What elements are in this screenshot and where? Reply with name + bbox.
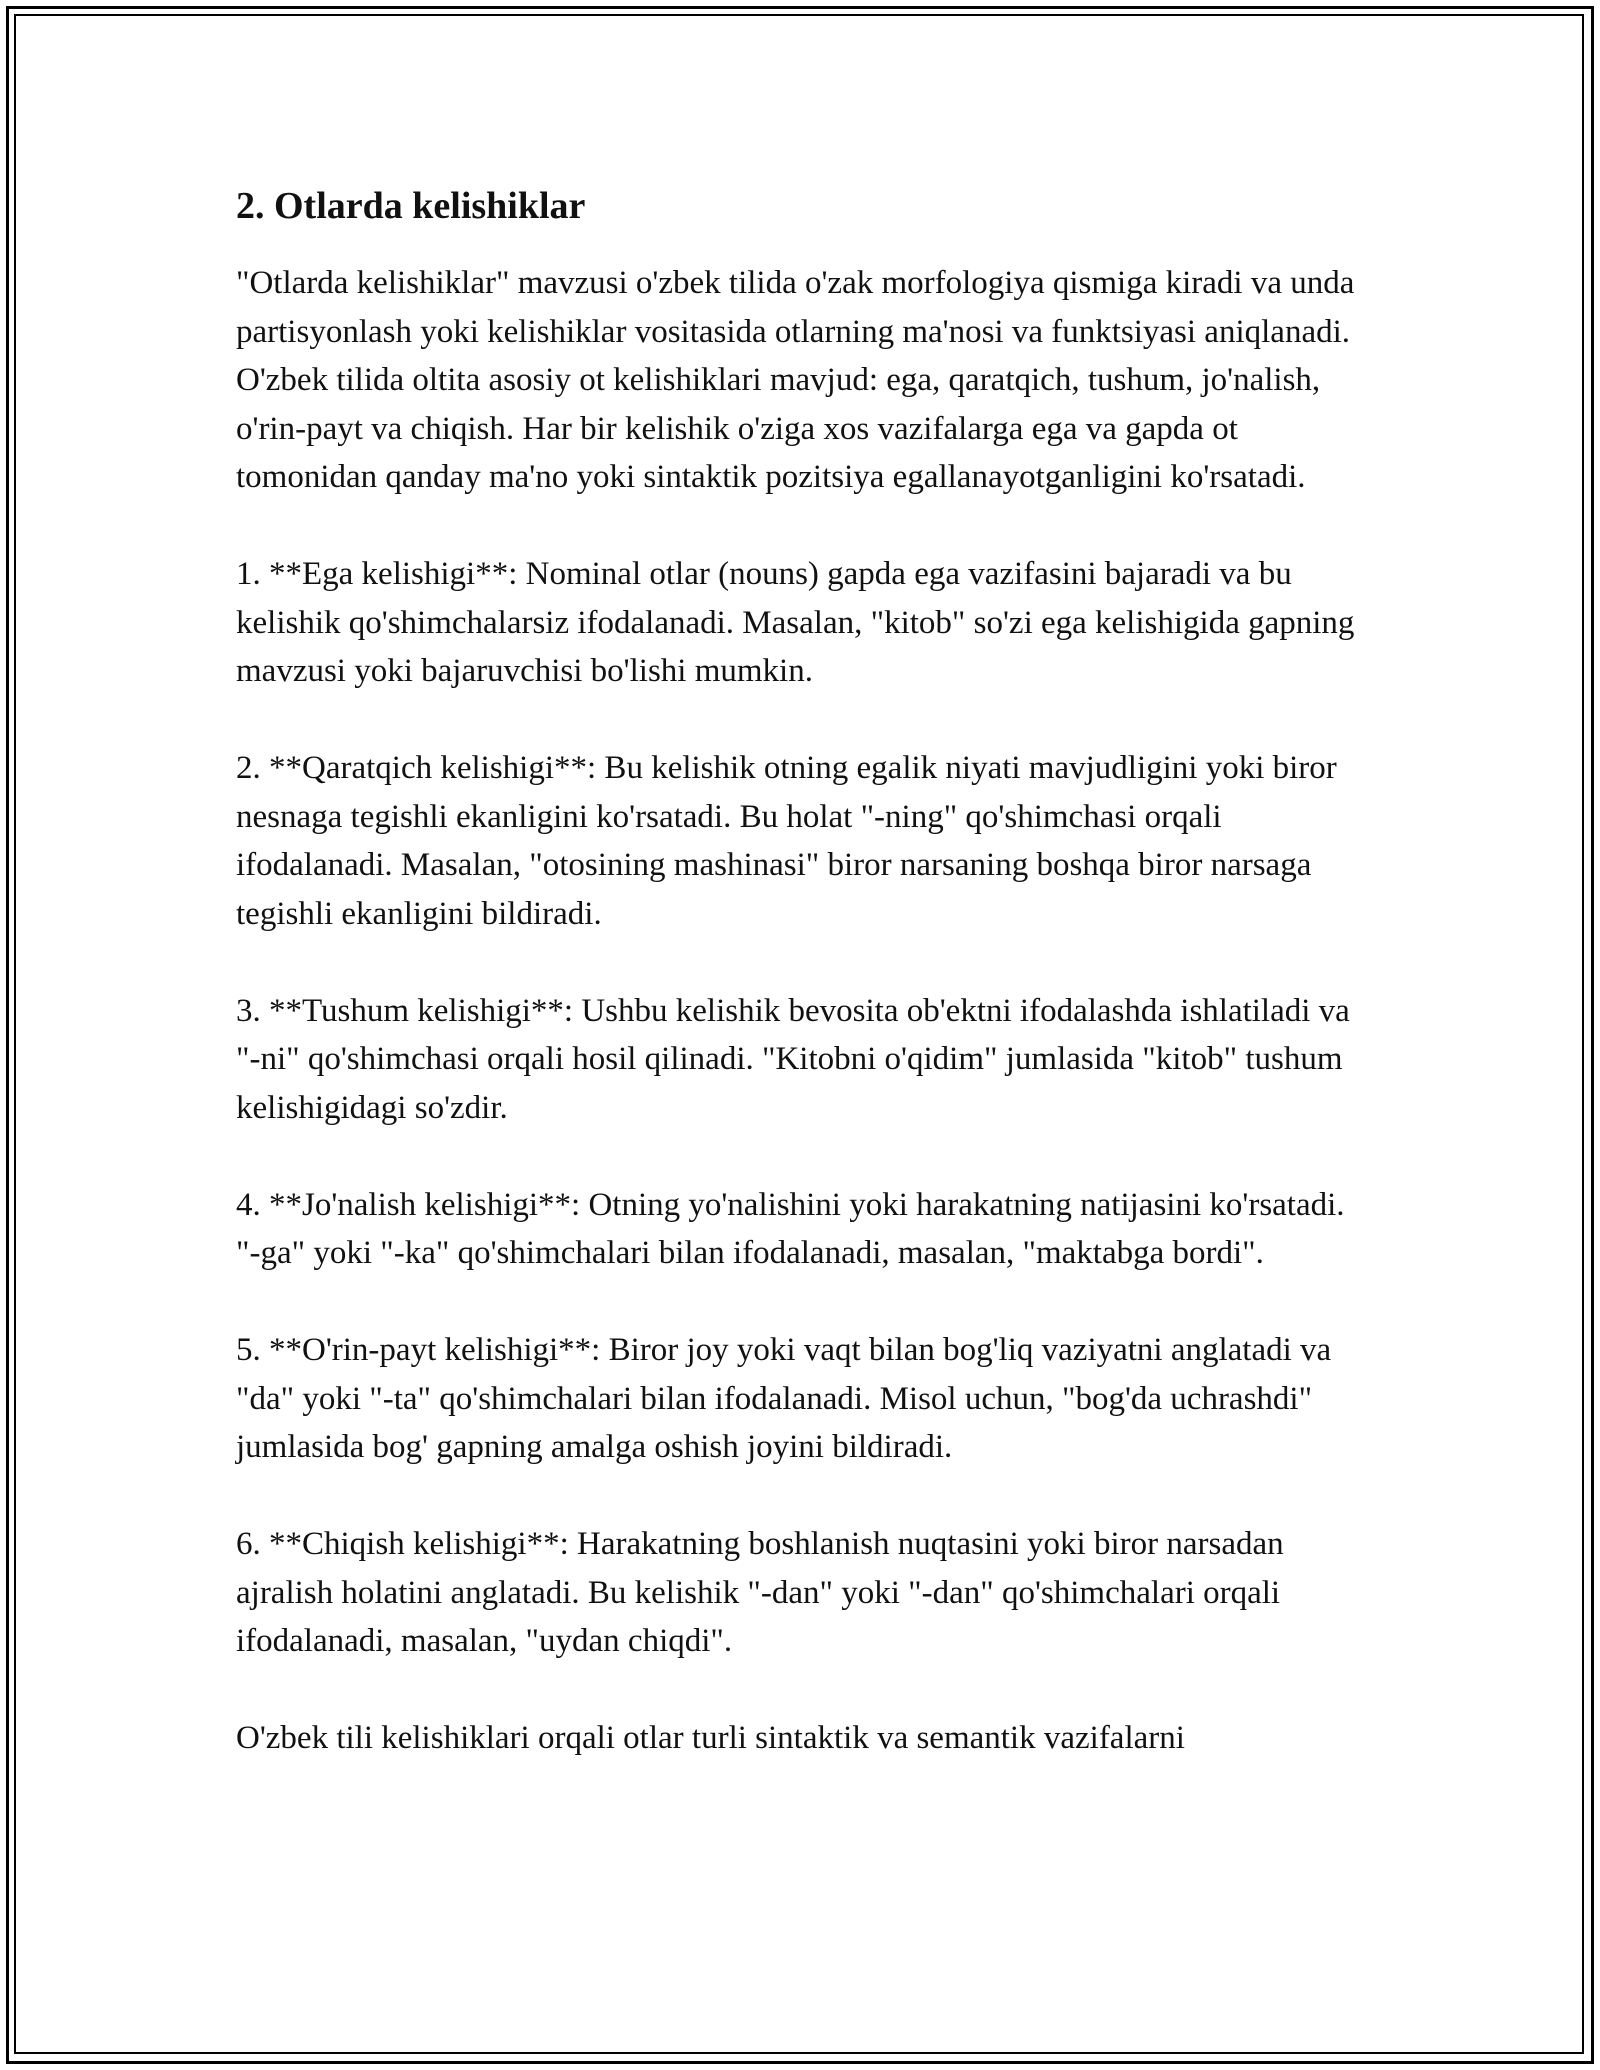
closing-paragraph: O'zbek tili kelishiklari orqali otlar turli sintaktik va semantik vazifalarni bbox=[236, 1720, 1185, 1757]
case-item-jonalish: 4. **Jo'nalish kelishigi**: Otning yo'nalishini yoki harakatning natijasini ko'rsatadi. "-ga" yoki "-ka" qo'shimchalari bilan ifodalanadi, masalan, "maktabga bordi". bbox=[236, 1186, 1345, 1272]
case-item-tushum: 3. **Tushum kelishigi**: Ushbu kelishik bevosita ob'ektni ifodalashda ishlatiladi va "-ni" qo'shimchasi orqali hosil qilinadi. "Kitobni o'qidim" jumlasida "kitob" tushum kelishigidagi so'zdir. bbox=[236, 992, 1350, 1126]
case-item-qaratqich: 2. **Qaratqich kelishigi**: Bu kelishik otning egalik niyati mavjudligini yoki biror nesnaga tegishli ekanligini ko'rsatadi. Bu holat "-ning" qo'shimchasi orqali ifodalanadi. Masalan, "otosining mashinasi" biror narsaning boshqa biror narsaga tegishli ekanligini bildiradi. bbox=[236, 750, 1337, 932]
case-item-chiqish: 6. **Chiqish kelishigi**: Harakatning boshlanish nuqtasini yoki biror narsadan ajralish holatini anglatadi. Bu kelishik "-dan" yoki "-dan" qo'shimchalari orqali ifodalanadi, masalan, "uydan chiqdi". bbox=[236, 1526, 1284, 1660]
case-item-orin-payt: 5. **O'rin-payt kelishigi**: Biror joy yoki vaqt bilan bog'liq vaziyatni anglatadi va "da" yoki "-ta" qo'shimchalari bilan ifodalanadi. Misol uchun, "bog'da uchrashdi" jumlasida bog' gapning amalga oshish joyini bildiradi. bbox=[236, 1332, 1332, 1466]
document-body bbox=[236, 180, 1376, 1811]
section-heading: 2. Otlarda kelishiklar bbox=[236, 185, 586, 227]
case-item-ega: 1. **Ega kelishigi**: Nominal otlar (nouns) gapda ega vazifasini bajaradi va bu kelishik qo'shimchalarsiz ifodalanadi. Masalan, "kitob" so'zi ega kelishigida gapning mavzusi yoki bajaruvchisi bo'lishi mumkin. bbox=[236, 556, 1355, 690]
intro-paragraph: "Otlarda kelishiklar" mavzusi o'zbek tilida o'zak morfologiya qismiga kiradi va unda partisyonlash yoki kelishiklar vositasida otlarning ma'nosi va funktsiyasi aniqlanadi. O'zbek tilida oltita asosiy ot kelishiklari mavjud: ega, qaratqich, tushum, jo'nalish, o'rin-payt va chiqish. Har bir kelishik o'ziga xos vazifalarga ega va gapda ot tomonidan qanday ma'no yoki sintaktik pozitsiya egallanayotganligini ko'rsatadi. bbox=[236, 265, 1355, 496]
